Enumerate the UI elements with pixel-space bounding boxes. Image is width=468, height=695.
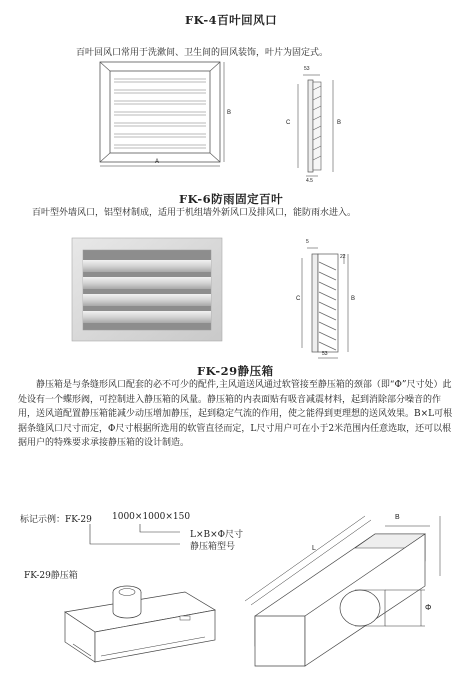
fk6-side-drawing [292,240,367,365]
marking-spec: 1000×1000×150 [112,512,191,522]
fk4-dim-a: A [155,159,160,165]
fk6-title: FK-6防雨固定百叶 [179,192,284,206]
fk6-dim-c: C [296,296,301,302]
fk4-dim-bottom: 4.5 [306,178,313,184]
marking-leader-lines [80,522,190,562]
fk29-title: FK-29静压箱 [197,364,274,378]
fk6-dim-b: B [351,296,356,302]
fk6-dim-mid: 22 [340,254,346,260]
fk6-dim-bottom: 53 [322,351,328,357]
fk29-dim-l: L [312,545,316,552]
fk29-box-drawing [55,572,225,672]
fk4-dim-c: C [286,120,291,126]
marking-label: 标记示例：FK-29 [20,515,92,525]
fk4-title: FK-4百叶回风口 [185,13,278,27]
fk6-louver-image [72,238,222,341]
marking-line1: L×B×Φ尺寸 [190,530,244,540]
fk29-cutaway-drawing [245,506,455,676]
fk4-dim-b: B [227,110,232,116]
fk29-drawing-label: FK-29静压箱 [24,571,78,581]
fk4-front-drawing [100,62,230,172]
fk4-description: 百叶回风口常用于洗漱间、卫生间的回风装饰，叶片为固定式。 [76,48,329,58]
fk6-description: 百叶型外墙风口，铝型材制成，适用于机组墙外新风口及排风口，能防雨水进入。 [32,208,357,218]
fk4-dim-top: 53 [304,66,310,72]
fk6-dim-top: 5 [306,239,309,245]
fk29-dim-b: B [395,514,400,521]
marking-line2: 静压箱型号 [190,542,236,552]
fk29-description: 静压箱是与条缝形风口配套的必不可少的配件,主风道送风通过软管接至静压箱的颈部（即“Φ”尺寸处）此处设有一个蝶形阀，可控制进入静压箱的风量。静压箱的内表面贴有吸音减震材料，起到消除部分噪音的作用，送风道配置静压箱能减少动压增加静压，起到稳定气流的作用，使之能得到更理想的送风效果。B×L可根据条缝风口尺寸而定，Φ尺寸根据所选用的软管直径而定，L尺寸用户可在小于2米范围内任意选取，还可以根据用户的特殊要求承接静压箱的设计制造。 [18,380,453,448]
fk29-dim-phi: Φ [425,603,432,612]
fk4-dim-b2: B [337,120,342,126]
